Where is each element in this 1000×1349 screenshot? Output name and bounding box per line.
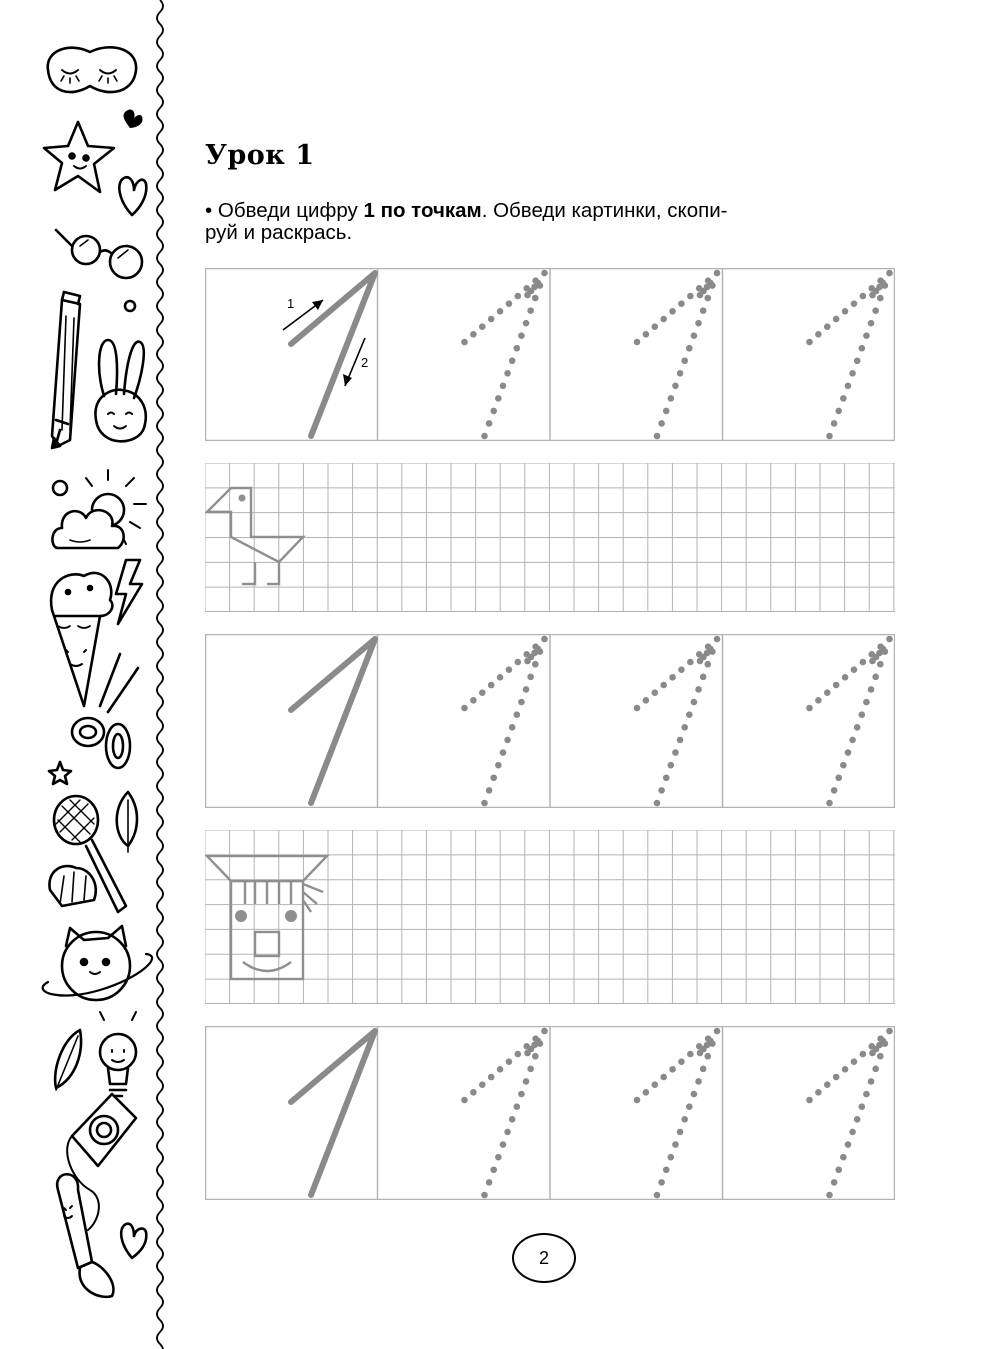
trace-dot <box>504 737 511 744</box>
instruction-bold: 1 по точкам <box>363 199 482 222</box>
trace-dot <box>486 420 493 427</box>
face-mouth <box>243 962 291 971</box>
trace-dot <box>704 1053 711 1060</box>
camera-icon <box>67 1094 136 1230</box>
trace-dot <box>700 1066 707 1073</box>
lightbulb-icon <box>100 1012 136 1096</box>
trace-dot <box>886 636 893 643</box>
page-number: 2 <box>512 1233 576 1283</box>
trace-dot <box>470 331 477 338</box>
trace-dot <box>687 659 694 666</box>
trace-dot <box>845 749 852 756</box>
trace-dot <box>672 749 679 756</box>
trace-dot <box>532 661 539 668</box>
trace-dot <box>826 800 833 807</box>
trace-dot <box>826 1192 833 1199</box>
bird-body <box>207 488 303 562</box>
trace-dot <box>524 292 531 299</box>
trace-dot <box>660 682 667 689</box>
trace-dot <box>831 1179 838 1186</box>
trace-dot <box>481 800 488 807</box>
trace-dot <box>681 357 688 364</box>
face-nose <box>255 932 279 956</box>
dotted-digit-one <box>634 270 721 440</box>
dotted-digit-one <box>806 636 893 807</box>
trace-dot <box>660 1074 667 1081</box>
trace-dot <box>840 762 847 769</box>
trace-dot <box>704 295 711 302</box>
trace-dot <box>668 1154 675 1161</box>
trace-dot <box>714 1028 721 1035</box>
bunny-icon <box>95 340 145 441</box>
trace-dot <box>868 320 875 327</box>
trace-dot <box>863 332 870 339</box>
trace-dot <box>488 682 495 689</box>
trace-dot <box>634 339 641 346</box>
trace-dot <box>634 1097 641 1104</box>
trace-dot <box>509 1116 516 1123</box>
trace-dot <box>643 1089 650 1096</box>
trace-dot <box>678 666 685 673</box>
trace-dot <box>868 1078 875 1085</box>
trace-dot <box>663 1166 670 1173</box>
trace-dot <box>695 686 702 693</box>
heart-icon-2 <box>121 1224 146 1258</box>
trace-dot <box>497 674 504 681</box>
tracing-row-1 <box>205 268 895 441</box>
trace-dot <box>849 370 856 377</box>
shell-icon <box>49 866 95 906</box>
scissors-icon <box>72 654 138 768</box>
dotted-digit-one <box>806 1028 893 1199</box>
trace-dot <box>479 689 486 696</box>
tracing-grid-1[interactable] <box>205 268 895 441</box>
dotted-digit-one <box>806 270 893 440</box>
trace-dot <box>877 1053 884 1060</box>
trace-dot <box>860 293 867 300</box>
trace-dot <box>872 674 879 681</box>
trace-dot <box>490 774 497 781</box>
trace-dot <box>541 636 548 643</box>
trace-dot <box>697 1050 704 1057</box>
trace-dot <box>518 332 525 339</box>
trace-dot <box>678 1058 685 1065</box>
trace-dot <box>854 1116 861 1123</box>
trace-dot <box>634 705 641 712</box>
star-icon <box>44 122 114 192</box>
ice-cream-icon <box>51 573 112 706</box>
trace-dot <box>714 270 721 277</box>
digit-one-sample <box>291 639 375 803</box>
copy-grid-face[interactable] <box>205 830 895 1004</box>
trace-dot <box>651 323 658 330</box>
trace-dot <box>515 293 522 300</box>
leaf-icon-2 <box>55 1030 81 1090</box>
face-tassel <box>303 884 323 912</box>
trace-dot <box>506 666 513 673</box>
trace-dot <box>869 292 876 299</box>
trace-dot <box>863 699 870 706</box>
bubble-icon <box>125 301 135 311</box>
trace-dot <box>824 1081 831 1088</box>
tracing-row-3 <box>205 1026 895 1200</box>
trace-dot <box>658 787 665 794</box>
trace-dot <box>833 1074 840 1081</box>
trace-dot <box>515 659 522 666</box>
trace-dot <box>497 308 504 315</box>
trace-dot <box>851 1058 858 1065</box>
trace-dot <box>835 774 842 781</box>
trace-dot <box>509 724 516 731</box>
trace-dot <box>509 357 516 364</box>
trace-dot <box>654 1192 661 1199</box>
trace-dot <box>860 1051 867 1058</box>
copy-grid-bird[interactable] <box>205 463 895 612</box>
dotted-digit-one <box>461 636 548 807</box>
bird-legs <box>242 562 279 584</box>
trace-dot <box>495 762 502 769</box>
trace-dot <box>695 320 702 327</box>
trace-dot <box>461 705 468 712</box>
trace-dot <box>677 1129 684 1136</box>
trace-dot <box>842 674 849 681</box>
trace-dot <box>872 307 879 314</box>
trace-dot <box>481 433 488 440</box>
trace-dot <box>524 658 531 665</box>
trace-dot <box>700 307 707 314</box>
face-figure <box>207 856 327 979</box>
trace-dot <box>668 395 675 402</box>
trace-dot <box>500 383 507 390</box>
trace-dot <box>470 697 477 704</box>
sleep-mask-icon <box>48 47 136 92</box>
dotted-digit-one <box>634 1028 721 1199</box>
trace-dot <box>835 1166 842 1173</box>
trace-dot <box>687 293 694 300</box>
trace-dot <box>835 408 842 415</box>
trace-dot <box>886 1028 893 1035</box>
stroke-2-number: 2 <box>361 355 369 370</box>
lesson-title: Урок 1 <box>205 140 315 171</box>
trace-dot <box>886 270 893 277</box>
paintbrush-icon <box>57 1174 113 1297</box>
trace-dot <box>672 383 679 390</box>
leaf-icon <box>117 792 137 852</box>
trace-dot <box>488 1074 495 1081</box>
trace-dot <box>532 295 539 302</box>
trace-dot <box>461 339 468 346</box>
trace-dot <box>833 682 840 689</box>
trace-dot <box>851 666 858 673</box>
trace-dot <box>849 737 856 744</box>
trace-dot <box>691 699 698 706</box>
trace-dot <box>686 1103 693 1110</box>
trace-dot <box>651 1081 658 1088</box>
trace-dot <box>481 1192 488 1199</box>
trace-dot <box>518 1091 525 1098</box>
trace-dot <box>815 1089 822 1096</box>
trace-dot <box>669 674 676 681</box>
trace-dot <box>691 332 698 339</box>
pencil-icon <box>52 292 80 448</box>
instruction-text <box>205 200 895 244</box>
trace-dot <box>840 1154 847 1161</box>
trace-dot <box>872 1066 879 1073</box>
trace-dot <box>700 674 707 681</box>
trace-dot <box>490 1166 497 1173</box>
glasses-icon <box>56 230 142 278</box>
copy-row-face <box>205 830 895 1004</box>
tracing-row-2 <box>205 634 895 808</box>
trace-dot <box>833 316 840 323</box>
trace-dot <box>486 1179 493 1186</box>
trace-dot <box>495 1154 502 1161</box>
trace-dot <box>461 1097 468 1104</box>
trace-dot <box>686 711 693 718</box>
stroke-1-arrowhead <box>312 300 323 310</box>
trace-dot <box>470 1089 477 1096</box>
trace-dot <box>695 1078 702 1085</box>
trace-dot <box>863 1091 870 1098</box>
trace-dot <box>859 711 866 718</box>
trace-dot <box>527 307 534 314</box>
square-grid <box>205 463 895 612</box>
trace-dot <box>824 689 831 696</box>
trace-dot <box>518 699 525 706</box>
trace-dot <box>541 1028 548 1035</box>
trace-dot <box>524 1050 531 1057</box>
trace-dot <box>486 787 493 794</box>
lightning-icon <box>116 560 142 624</box>
trace-dot <box>687 1051 694 1058</box>
trace-dot <box>851 300 858 307</box>
dotted-digit-one <box>461 270 548 440</box>
trace-dot <box>658 1179 665 1186</box>
face-eye <box>285 910 297 922</box>
trace-dot <box>479 323 486 330</box>
trace-dot <box>849 1129 856 1136</box>
trace-dot <box>831 787 838 794</box>
trace-dot <box>842 308 849 315</box>
trace-dot <box>663 408 670 415</box>
tracing-grid-3[interactable] <box>205 1026 895 1200</box>
trace-dot <box>831 420 838 427</box>
bullet: • <box>205 199 213 222</box>
trace-dot <box>806 339 813 346</box>
trace-dot <box>697 658 704 665</box>
trace-dot <box>523 686 530 693</box>
trace-dot <box>506 300 513 307</box>
trace-dot <box>681 1116 688 1123</box>
trace-dot <box>654 800 661 807</box>
trace-dot <box>840 395 847 402</box>
trace-dot <box>488 316 495 323</box>
trace-dot <box>714 636 721 643</box>
trace-dot <box>515 1051 522 1058</box>
trace-dot <box>514 1103 521 1110</box>
trace-dot <box>514 711 521 718</box>
trace-dot <box>643 331 650 338</box>
trace-dot <box>663 774 670 781</box>
cat-planet-icon <box>43 926 152 1000</box>
dotted-digit-one <box>461 1028 548 1199</box>
trace-dot <box>504 370 511 377</box>
trace-dot <box>859 345 866 352</box>
instruction-part2: . Обведи картинки, скопи- <box>481 199 728 222</box>
trace-dot <box>842 1066 849 1073</box>
trace-dot <box>669 1066 676 1073</box>
trace-dot <box>697 292 704 299</box>
trace-dot <box>651 689 658 696</box>
trace-dot <box>868 686 875 693</box>
dotted-digit-one <box>634 636 721 807</box>
trace-dot <box>668 762 675 769</box>
trace-dot <box>815 331 822 338</box>
trace-dot <box>826 433 833 440</box>
trace-dot <box>490 408 497 415</box>
instruction-part1: Обведи цифру <box>217 199 358 222</box>
trace-dot <box>504 1129 511 1136</box>
trace-dot <box>532 1053 539 1060</box>
trace-dot <box>669 308 676 315</box>
trace-dot <box>854 724 861 731</box>
trace-dot <box>527 674 534 681</box>
trace-dot <box>869 658 876 665</box>
trace-dot <box>523 1078 530 1085</box>
copy-row-bird <box>205 463 895 612</box>
trace-dot <box>660 316 667 323</box>
trace-dot <box>806 705 813 712</box>
trace-dot <box>500 1141 507 1148</box>
trace-dot <box>497 1066 504 1073</box>
doodle-strip <box>0 0 160 1349</box>
trace-dot <box>672 1141 679 1148</box>
trace-dot <box>658 420 665 427</box>
stroke-2-arrowhead <box>343 374 352 386</box>
trace-dot <box>677 370 684 377</box>
trace-dot <box>869 1050 876 1057</box>
trace-dot <box>643 697 650 704</box>
face-hair <box>245 881 291 904</box>
trace-dot <box>854 357 861 364</box>
trace-dot <box>824 323 831 330</box>
face-eye <box>235 910 247 922</box>
tracing-grid-2[interactable] <box>205 634 895 808</box>
sun-cloud-icon <box>52 470 146 548</box>
trace-dot <box>859 1103 866 1110</box>
trace-dot <box>877 295 884 302</box>
trace-dot <box>506 1058 513 1065</box>
trace-dot <box>495 395 502 402</box>
trace-dot <box>877 661 884 668</box>
bird-eye <box>239 495 246 502</box>
trace-dot <box>479 1081 486 1088</box>
trace-dot <box>691 1091 698 1098</box>
heart-icon <box>119 109 146 215</box>
trace-dot <box>541 270 548 277</box>
trace-dot <box>845 383 852 390</box>
small-star-icon <box>49 762 71 784</box>
trace-dot <box>514 345 521 352</box>
trace-dot <box>500 749 507 756</box>
trace-dot <box>678 300 685 307</box>
instruction-line2: руй и раскрась. <box>205 221 353 244</box>
stroke-1-number: 1 <box>287 296 295 311</box>
trace-dot <box>845 1141 852 1148</box>
trace-dot <box>677 737 684 744</box>
face-hat <box>207 856 327 881</box>
trace-dot <box>681 724 688 731</box>
trace-dot <box>654 433 661 440</box>
trace-dot <box>806 1097 813 1104</box>
trace-dot <box>860 659 867 666</box>
trace-dot <box>527 1066 534 1073</box>
digit-one-sample <box>291 1031 375 1195</box>
trace-dot <box>686 345 693 352</box>
tennis-racket-icon <box>54 796 126 912</box>
trace-dot <box>815 697 822 704</box>
bird-figure <box>207 488 303 584</box>
trace-dot <box>523 320 530 327</box>
trace-dot <box>704 661 711 668</box>
